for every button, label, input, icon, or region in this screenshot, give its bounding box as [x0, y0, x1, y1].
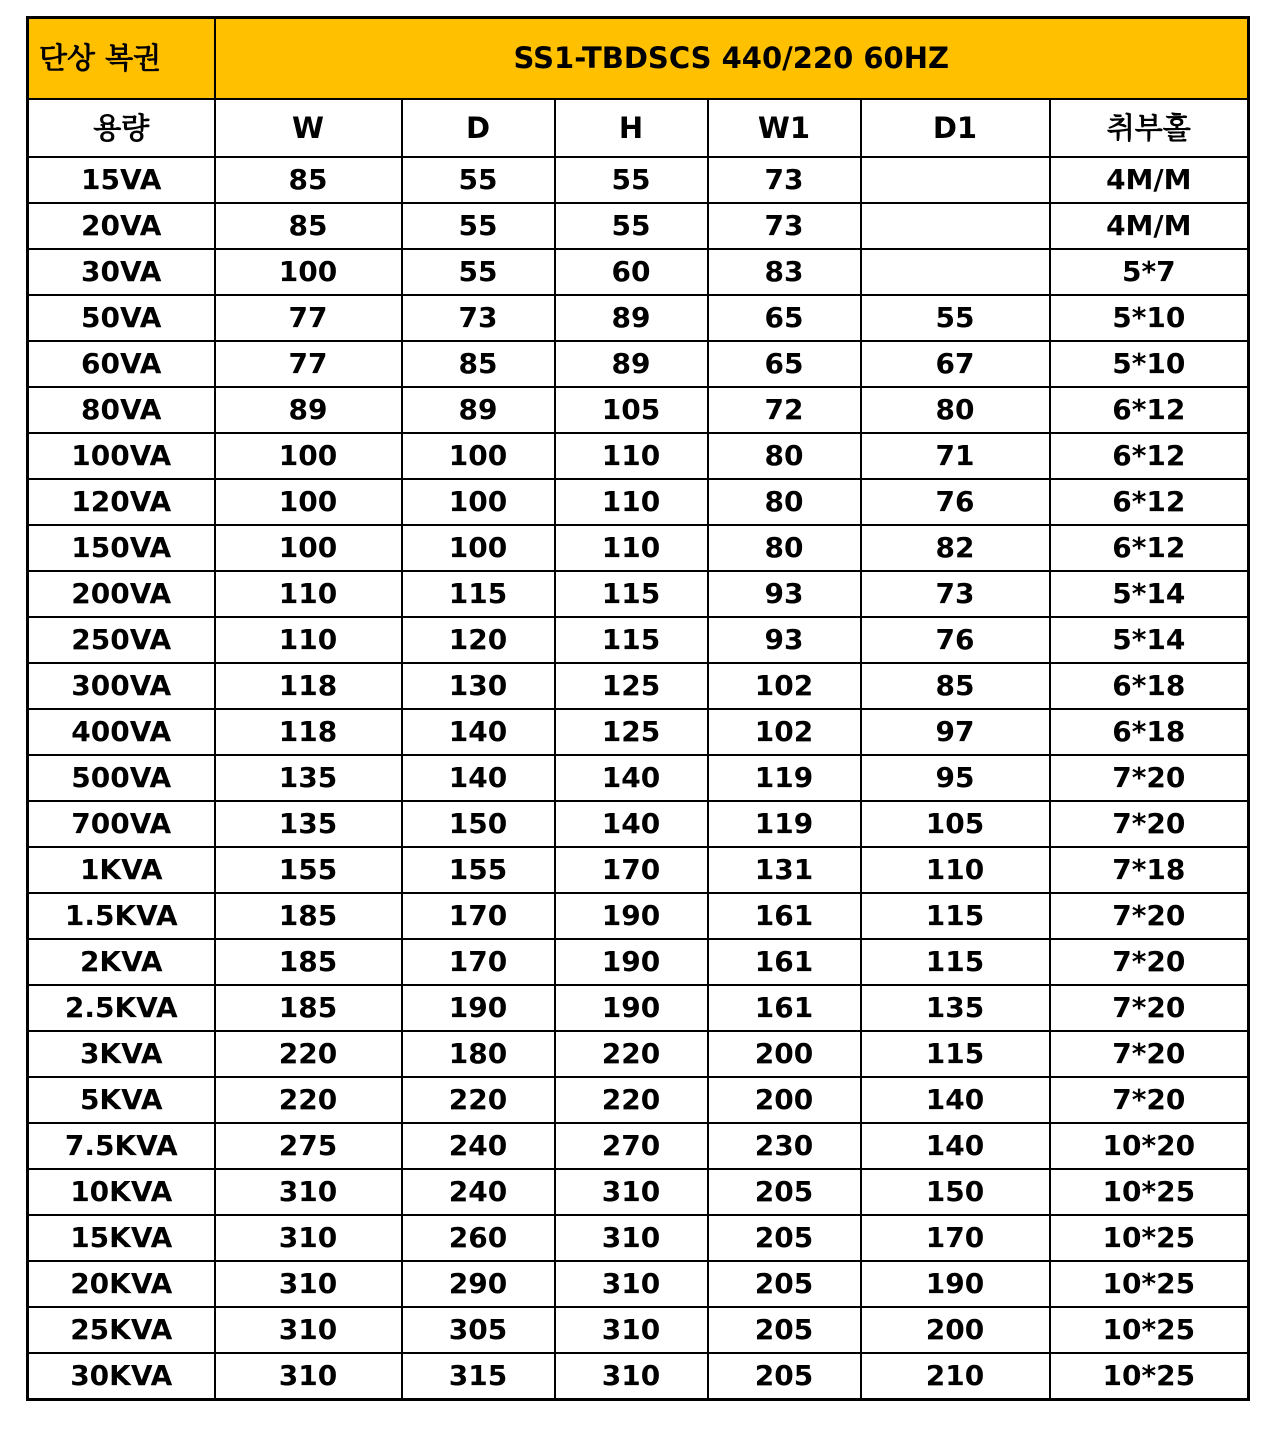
cell-w: 310	[215, 1169, 402, 1215]
cell-capacity: 20KVA	[28, 1261, 215, 1307]
cell-w: 100	[215, 249, 402, 295]
cell-w1: 131	[708, 847, 861, 893]
table-row	[28, 663, 1249, 709]
table-row	[28, 939, 1249, 985]
cell-h: 170	[555, 847, 708, 893]
cell-capacity: 15KVA	[28, 1215, 215, 1261]
cell-w: 85	[215, 157, 402, 203]
header-row	[28, 99, 1249, 157]
cell-d1: 95	[861, 755, 1050, 801]
cell-w: 100	[215, 525, 402, 571]
cell-w: 77	[215, 341, 402, 387]
cell-h: 190	[555, 893, 708, 939]
cell-w1: 65	[708, 341, 861, 387]
cell-d: 150	[402, 801, 555, 847]
cell-w1: 102	[708, 709, 861, 755]
cell-w1: 72	[708, 387, 861, 433]
cell-d1: 82	[861, 525, 1050, 571]
cell-w1: 205	[708, 1215, 861, 1261]
cell-mounting-hole: 4M/M	[1050, 157, 1249, 203]
cell-d1: 110	[861, 847, 1050, 893]
cell-mounting-hole: 10*25	[1050, 1353, 1249, 1400]
cell-mounting-hole: 5*7	[1050, 249, 1249, 295]
cell-mounting-hole: 10*25	[1050, 1169, 1249, 1215]
column-header-d1: D1	[861, 99, 1050, 157]
cell-w1: 161	[708, 893, 861, 939]
cell-w: 135	[215, 801, 402, 847]
cell-capacity: 5KVA	[28, 1077, 215, 1123]
cell-d1: 170	[861, 1215, 1050, 1261]
cell-d: 155	[402, 847, 555, 893]
transformer-spec-table	[26, 16, 1250, 1401]
cell-d: 120	[402, 617, 555, 663]
table-row	[28, 755, 1249, 801]
cell-w1: 80	[708, 525, 861, 571]
cell-d1: 73	[861, 571, 1050, 617]
cell-d1: 80	[861, 387, 1050, 433]
cell-w: 310	[215, 1307, 402, 1353]
cell-h: 220	[555, 1077, 708, 1123]
cell-d: 73	[402, 295, 555, 341]
corner-label: 단상 복권	[28, 18, 215, 100]
cell-d1: 150	[861, 1169, 1050, 1215]
cell-capacity: 80VA	[28, 387, 215, 433]
cell-capacity: 7.5KVA	[28, 1123, 215, 1169]
cell-d: 100	[402, 433, 555, 479]
cell-mounting-hole: 6*12	[1050, 433, 1249, 479]
cell-w1: 83	[708, 249, 861, 295]
cell-capacity: 10KVA	[28, 1169, 215, 1215]
cell-w: 100	[215, 479, 402, 525]
table-row	[28, 709, 1249, 755]
cell-capacity: 1KVA	[28, 847, 215, 893]
cell-h: 190	[555, 939, 708, 985]
cell-d: 100	[402, 525, 555, 571]
table-row	[28, 847, 1249, 893]
column-header-w: W	[215, 99, 402, 157]
cell-mounting-hole: 5*10	[1050, 295, 1249, 341]
cell-capacity: 1.5KVA	[28, 893, 215, 939]
cell-w: 110	[215, 617, 402, 663]
cell-w1: 230	[708, 1123, 861, 1169]
cell-d: 290	[402, 1261, 555, 1307]
cell-mounting-hole: 5*14	[1050, 571, 1249, 617]
cell-mounting-hole: 6*12	[1050, 525, 1249, 571]
cell-w: 310	[215, 1261, 402, 1307]
cell-mounting-hole: 7*20	[1050, 1077, 1249, 1123]
cell-capacity: 30KVA	[28, 1353, 215, 1400]
cell-w1: 119	[708, 801, 861, 847]
cell-mounting-hole: 10*25	[1050, 1215, 1249, 1261]
cell-d1: 76	[861, 479, 1050, 525]
table-row	[28, 295, 1249, 341]
cell-d1: 67	[861, 341, 1050, 387]
cell-capacity: 300VA	[28, 663, 215, 709]
cell-w1: 205	[708, 1307, 861, 1353]
cell-w: 185	[215, 985, 402, 1031]
cell-d: 100	[402, 479, 555, 525]
cell-w: 310	[215, 1215, 402, 1261]
cell-mounting-hole: 6*12	[1050, 387, 1249, 433]
cell-h: 55	[555, 203, 708, 249]
table-row	[28, 1307, 1249, 1353]
cell-h: 115	[555, 617, 708, 663]
cell-mounting-hole: 7*20	[1050, 755, 1249, 801]
cell-w: 118	[215, 663, 402, 709]
cell-w1: 200	[708, 1031, 861, 1077]
cell-mounting-hole: 7*20	[1050, 985, 1249, 1031]
cell-h: 60	[555, 249, 708, 295]
cell-d: 85	[402, 341, 555, 387]
cell-d: 190	[402, 985, 555, 1031]
cell-d1: 200	[861, 1307, 1050, 1353]
title-row	[28, 18, 1249, 100]
cell-h: 310	[555, 1215, 708, 1261]
table-row	[28, 387, 1249, 433]
cell-h: 310	[555, 1353, 708, 1400]
table-row	[28, 893, 1249, 939]
cell-capacity: 400VA	[28, 709, 215, 755]
cell-d: 140	[402, 755, 555, 801]
cell-d1	[861, 157, 1050, 203]
cell-d: 89	[402, 387, 555, 433]
table-row	[28, 433, 1249, 479]
cell-w1: 205	[708, 1261, 861, 1307]
table-row	[28, 1353, 1249, 1400]
cell-mounting-hole: 5*14	[1050, 617, 1249, 663]
cell-w: 118	[215, 709, 402, 755]
cell-d1: 71	[861, 433, 1050, 479]
table-row	[28, 1261, 1249, 1307]
cell-capacity: 250VA	[28, 617, 215, 663]
cell-w1: 73	[708, 157, 861, 203]
cell-w: 155	[215, 847, 402, 893]
cell-h: 110	[555, 525, 708, 571]
cell-h: 310	[555, 1169, 708, 1215]
cell-capacity: 3KVA	[28, 1031, 215, 1077]
cell-d1: 135	[861, 985, 1050, 1031]
cell-w: 110	[215, 571, 402, 617]
cell-w1: 65	[708, 295, 861, 341]
cell-mounting-hole: 6*18	[1050, 663, 1249, 709]
cell-w1: 102	[708, 663, 861, 709]
cell-h: 310	[555, 1307, 708, 1353]
column-header-d: D	[402, 99, 555, 157]
column-header-mounting-hole: 취부홀	[1050, 99, 1249, 157]
column-header-h: H	[555, 99, 708, 157]
cell-mounting-hole: 10*20	[1050, 1123, 1249, 1169]
table-row	[28, 1215, 1249, 1261]
cell-mounting-hole: 10*25	[1050, 1307, 1249, 1353]
cell-h: 89	[555, 295, 708, 341]
cell-w1: 161	[708, 985, 861, 1031]
cell-capacity: 15VA	[28, 157, 215, 203]
cell-h: 220	[555, 1031, 708, 1077]
cell-h: 105	[555, 387, 708, 433]
cell-d1: 55	[861, 295, 1050, 341]
cell-w1: 119	[708, 755, 861, 801]
cell-w: 220	[215, 1031, 402, 1077]
table-row	[28, 1031, 1249, 1077]
cell-w1: 80	[708, 433, 861, 479]
cell-w: 135	[215, 755, 402, 801]
cell-mounting-hole: 4M/M	[1050, 203, 1249, 249]
table-row	[28, 1123, 1249, 1169]
cell-d1: 140	[861, 1123, 1050, 1169]
cell-d1: 190	[861, 1261, 1050, 1307]
cell-h: 140	[555, 801, 708, 847]
table-row	[28, 479, 1249, 525]
cell-w1: 205	[708, 1169, 861, 1215]
cell-h: 270	[555, 1123, 708, 1169]
cell-capacity: 25KVA	[28, 1307, 215, 1353]
table-row	[28, 157, 1249, 203]
table-row	[28, 571, 1249, 617]
cell-w: 275	[215, 1123, 402, 1169]
cell-mounting-hole: 7*18	[1050, 847, 1249, 893]
column-header-capacity: 용량	[28, 99, 215, 157]
cell-d: 220	[402, 1077, 555, 1123]
cell-w1: 80	[708, 479, 861, 525]
cell-h: 89	[555, 341, 708, 387]
cell-d: 170	[402, 939, 555, 985]
cell-h: 140	[555, 755, 708, 801]
cell-h: 310	[555, 1261, 708, 1307]
cell-capacity: 20VA	[28, 203, 215, 249]
cell-d: 170	[402, 893, 555, 939]
cell-d1: 115	[861, 939, 1050, 985]
cell-w: 310	[215, 1353, 402, 1400]
cell-capacity: 200VA	[28, 571, 215, 617]
cell-mounting-hole: 7*20	[1050, 801, 1249, 847]
cell-d1: 210	[861, 1353, 1050, 1400]
cell-capacity: 60VA	[28, 341, 215, 387]
cell-capacity: 500VA	[28, 755, 215, 801]
cell-d: 305	[402, 1307, 555, 1353]
cell-w: 85	[215, 203, 402, 249]
cell-h: 125	[555, 663, 708, 709]
cell-d: 315	[402, 1353, 555, 1400]
table-row	[28, 525, 1249, 571]
cell-w1: 200	[708, 1077, 861, 1123]
cell-mounting-hole: 10*25	[1050, 1261, 1249, 1307]
cell-d: 55	[402, 157, 555, 203]
cell-d: 180	[402, 1031, 555, 1077]
cell-h: 110	[555, 433, 708, 479]
cell-d: 240	[402, 1169, 555, 1215]
cell-h: 115	[555, 571, 708, 617]
cell-w: 185	[215, 939, 402, 985]
table-row	[28, 1077, 1249, 1123]
cell-mounting-hole: 7*20	[1050, 893, 1249, 939]
cell-d: 240	[402, 1123, 555, 1169]
table-row	[28, 985, 1249, 1031]
table-row	[28, 617, 1249, 663]
cell-w1: 73	[708, 203, 861, 249]
cell-mounting-hole: 5*10	[1050, 341, 1249, 387]
cell-d1	[861, 203, 1050, 249]
cell-capacity: 120VA	[28, 479, 215, 525]
cell-mounting-hole: 6*18	[1050, 709, 1249, 755]
cell-mounting-hole: 6*12	[1050, 479, 1249, 525]
cell-w: 89	[215, 387, 402, 433]
cell-d: 115	[402, 571, 555, 617]
column-header-w1: W1	[708, 99, 861, 157]
cell-d1: 97	[861, 709, 1050, 755]
cell-d1: 105	[861, 801, 1050, 847]
cell-capacity: 2.5KVA	[28, 985, 215, 1031]
cell-capacity: 100VA	[28, 433, 215, 479]
cell-w1: 205	[708, 1353, 861, 1400]
cell-d1	[861, 249, 1050, 295]
cell-mounting-hole: 7*20	[1050, 1031, 1249, 1077]
cell-d: 130	[402, 663, 555, 709]
table-row	[28, 249, 1249, 295]
cell-w: 100	[215, 433, 402, 479]
table-title: SS1-TBDSCS 440/220 60HZ	[215, 18, 1249, 100]
table-row	[28, 801, 1249, 847]
cell-d: 55	[402, 249, 555, 295]
table-body	[28, 18, 1249, 1400]
cell-h: 110	[555, 479, 708, 525]
cell-d: 55	[402, 203, 555, 249]
cell-d: 260	[402, 1215, 555, 1261]
cell-capacity: 700VA	[28, 801, 215, 847]
cell-w: 77	[215, 295, 402, 341]
cell-d1: 115	[861, 1031, 1050, 1077]
cell-h: 190	[555, 985, 708, 1031]
cell-w: 185	[215, 893, 402, 939]
table-row	[28, 203, 1249, 249]
cell-mounting-hole: 7*20	[1050, 939, 1249, 985]
cell-d1: 115	[861, 893, 1050, 939]
cell-w: 220	[215, 1077, 402, 1123]
cell-d1: 140	[861, 1077, 1050, 1123]
table-row	[28, 341, 1249, 387]
cell-capacity: 50VA	[28, 295, 215, 341]
cell-h: 125	[555, 709, 708, 755]
cell-w1: 161	[708, 939, 861, 985]
cell-w1: 93	[708, 571, 861, 617]
cell-d1: 76	[861, 617, 1050, 663]
cell-d1: 85	[861, 663, 1050, 709]
cell-capacity: 2KVA	[28, 939, 215, 985]
cell-h: 55	[555, 157, 708, 203]
cell-d: 140	[402, 709, 555, 755]
cell-capacity: 150VA	[28, 525, 215, 571]
cell-w1: 93	[708, 617, 861, 663]
table-row	[28, 1169, 1249, 1215]
cell-capacity: 30VA	[28, 249, 215, 295]
